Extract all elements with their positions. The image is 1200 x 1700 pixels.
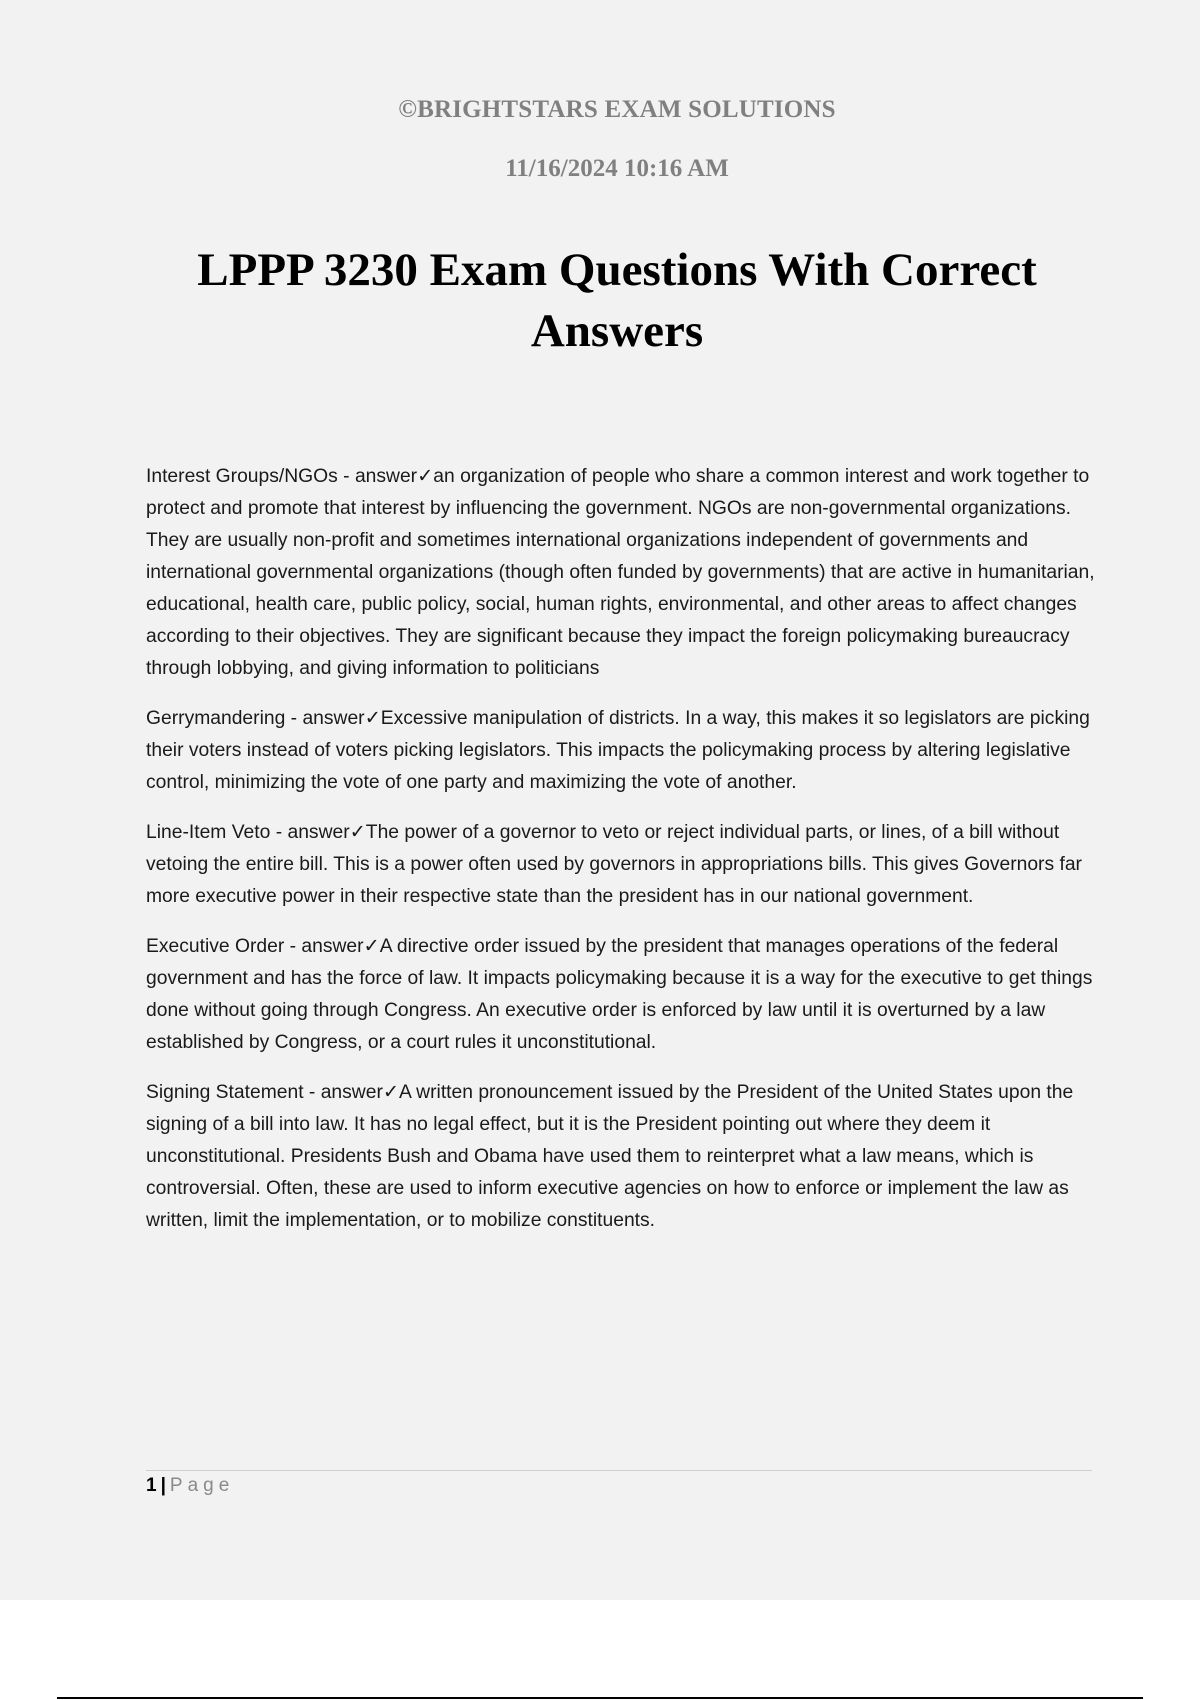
entry-term: Gerrymandering — [146, 708, 286, 729]
page-separator: | — [160, 1475, 166, 1496]
entry-term: Interest Groups/NGOs — [146, 466, 338, 487]
entry-definition: Excessive manipulation of districts. In a way, this makes it so legislators are picking their voters instead of voters picking legislators. This impacts the policymaking process by altering legislative control, minimizing the vote of one party and maximizing the vote of another. — [146, 708, 1090, 793]
entry-term: Executive Order — [146, 936, 285, 957]
header-date: 11/16/2024 10:16 AM — [505, 155, 729, 182]
entry-definition: A written pronouncement issued by the President of the United States upon the signing of a bill into law. It has no legal effect, but it is the President pointing out where they deem it unconstitutional. Presidents Bush and Obama have used them to reinterpret what a law means, which is controversial. Often, these are used to inform executive agencies on how to enforce or implement the law as written, limit the implementation, or to mobilize constituents. — [146, 1082, 1074, 1231]
entry-answer-marker: - answer✓ — [285, 708, 381, 729]
qa-entry — [146, 931, 1096, 1059]
qa-entry — [146, 817, 1096, 913]
next-page-top-rule — [57, 1697, 1143, 1699]
entry-answer-marker: - answer✓ — [270, 822, 366, 843]
entry-definition: The power of a governor to veto or reject individual parts, or lines, of a bill without vetoing the entire bill. This is a power often used by governors in appropriations bills. This gives Governors far more executive power in their respective state than the president has in our national government. — [146, 822, 1082, 907]
header-brand: ©BRIGHTSTARS EXAM SOLUTIONS — [398, 96, 836, 123]
qa-entry — [146, 461, 1096, 685]
entry-term: Signing Statement — [146, 1082, 304, 1103]
page-footer — [146, 1475, 234, 1497]
footer-divider — [146, 1470, 1092, 1471]
qa-entry — [146, 703, 1096, 799]
entry-answer-marker: - answer✓ — [284, 936, 380, 957]
document-title: LPPP 3230 Exam Questions With Correct Answers — [197, 244, 1037, 357]
entry-answer-marker: - answer✓ — [337, 466, 434, 487]
qa-entry — [146, 1077, 1096, 1237]
entry-answer-marker: - answer✓ — [303, 1082, 400, 1103]
page-number: 1 — [146, 1475, 157, 1496]
entry-definition: A directive order issued by the president that manages operations of the federal government and has the force of law. It impacts policymaking because it is a way for the executive to get things done without going through Congress. An executive order is enforced by law until it is overturned by a law established by Congress, or a court rules it unconstitutional. — [146, 936, 1093, 1053]
qa-list — [146, 461, 1096, 1255]
entry-definition: an organization of people who share a common interest and work together to protect and promote that interest by influencing the government. NGOs are non-governmental organizations. They are usually non-profit and sometimes international organizations independent of governments and international governmental organizations (though often funded by governments) that are active in humanitarian, educational, health care, public policy, social, human rights, environmental, and other areas to affect changes according to their objectives. They are significant because they impact the foreign policymaking bureaucracy through lobbying, and giving information to politicians — [146, 466, 1095, 679]
page-label: Page — [169, 1475, 235, 1496]
entry-term: Line-Item Veto — [146, 822, 271, 843]
